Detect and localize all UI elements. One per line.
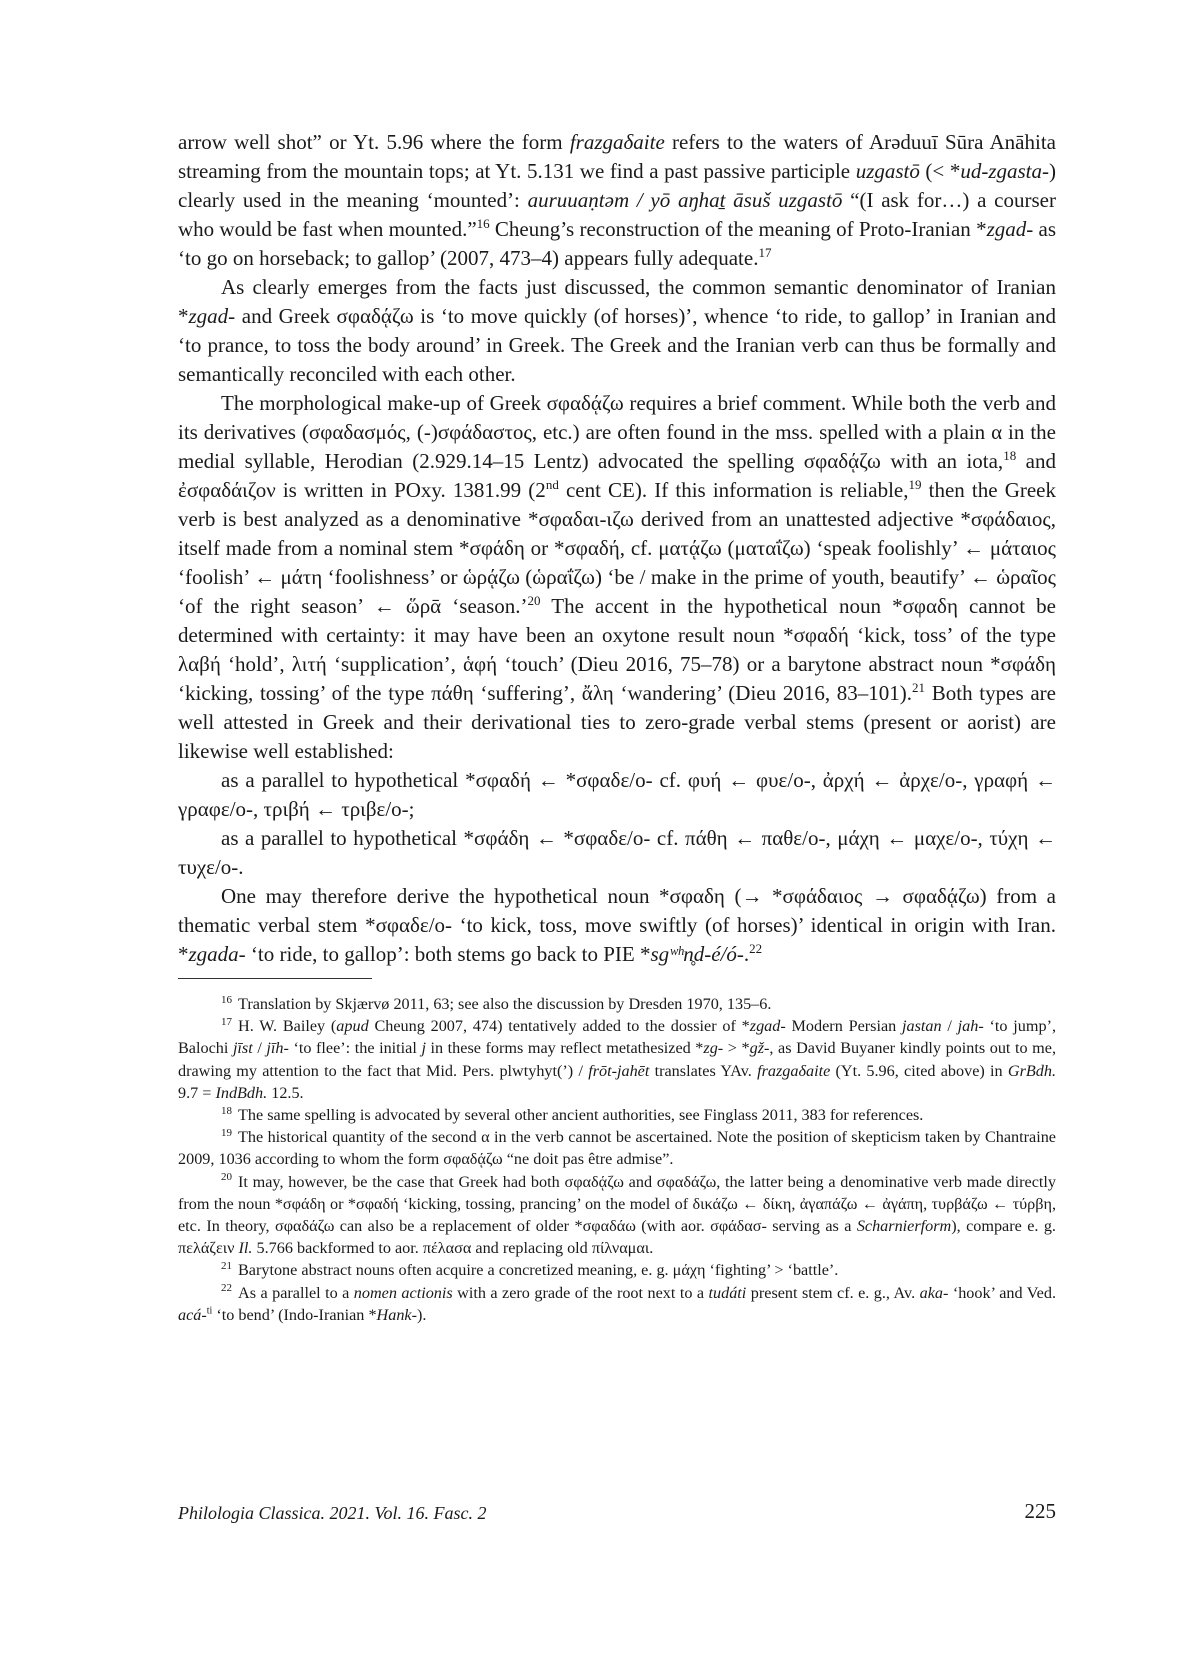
text-run: with a zero grade of the root next to a	[452, 1283, 709, 1302]
text-run: 5.766 backformed to aor. πέλασα and replacing old πίλναμαι.	[252, 1239, 654, 1258]
text-run: as ‘to go on horseback; to gallop’ (2007, 473–4) appears fully adequate.	[178, 217, 1057, 270]
italic-term: apud	[336, 1017, 369, 1036]
footnote-ref[interactable]: 21	[912, 680, 926, 695]
text-run: then the Greek verb is best analyzed as a denominative *σφαδαι-ιζω derived from an unattested adjective *σφάδαιος, itself made from a nominal stem *σφάδη or *σφαδή, cf. ματᾴζω (ματαΐζω) ‘speak foolishly’ ← μάταιος ‘foolish’ ← μάτη ‘foolishness’ or ὡρᾴζω (ὡραΐζω) ‘be / make in the prime of youth, beautify’ ← ὡραῖος ‘of the right season’ ← ὥρᾱ ‘season.’	[178, 478, 1056, 618]
text-run: H. W. Bailey (	[238, 1017, 337, 1036]
text-run: present stem cf. e. g., Av.	[746, 1283, 920, 1302]
journal-citation: Philologia Classica. 2021. Vol. 16. Fasc. 2	[178, 1503, 487, 1523]
text-run: “(I ask for…) a courser who would be fast when mounted.”	[178, 188, 1056, 241]
text-run: As a parallel to a	[238, 1283, 354, 1302]
italic-term: Scharnierform	[856, 1217, 952, 1236]
italic-term: IndBdh.	[215, 1083, 268, 1102]
footnote-separator	[178, 978, 372, 979]
footnote-number: 17	[221, 1015, 232, 1028]
italic-term: jah-	[957, 1017, 984, 1036]
text-run: cent CE). If this information is reliable,	[558, 478, 909, 502]
text-run: Cheung’s reconstruction of the meaning of Proto-Iranian *	[489, 217, 987, 241]
italic-term: GrBdh.	[1007, 1061, 1057, 1080]
footnote-number: 20	[221, 1171, 232, 1184]
footnote-ref[interactable]: 16	[476, 216, 490, 231]
text-run: (< *	[919, 159, 961, 183]
italic-term: tudáti	[708, 1283, 747, 1302]
text-run: As clearly emerges from the facts just discussed, the common semantic denominator of Iranian *	[178, 275, 1056, 328]
text-run: (Yt. 5.96, cited above) in	[830, 1061, 1008, 1080]
footnote-16	[178, 993, 1056, 1015]
footnote-ref[interactable]: 18	[1003, 448, 1017, 463]
footnote-number: 18	[221, 1104, 232, 1117]
text-run: , as David Buyaner kindly points out to me, drawing my attention to the fact that Mid. Pers. plwtyhyt(’) /	[178, 1039, 1056, 1080]
text-run: Cheung 2007, 474) tentatively added to the dossier of *	[368, 1017, 750, 1036]
italic-term: auruuaṇtəm / yō aŋhaṯ āsuš uzgastō	[527, 188, 843, 212]
text-run: Both types are well attested in Greek and their derivational ties to zero-grade verbal stems (present or aorist) are likewise well established:	[178, 681, 1056, 763]
page-footer	[178, 1499, 1056, 1529]
italic-term: zg-	[703, 1039, 724, 1058]
italic-term: gž-	[749, 1039, 770, 1058]
italic-term: uzgastō	[855, 159, 920, 183]
text-run: and Greek σφαδᾴζω is ‘to move quickly (of horses)’, whence ‘to ride, to gallop’ in Iranian and ‘to prance, to toss the body around’ in Greek. The Greek and the Iranian verb can thus be formally and semantically reconciled with each other.	[178, 304, 1056, 386]
footnote-text: The same spelling is advocated by several other ancient authorities, see Finglass 2011, 383 for references.	[238, 1106, 924, 1125]
text-run: and ἐσφαδάιζον is written in POxy. 1381.99 (2	[178, 449, 1056, 502]
italic-term: sgʷʰn̥d-é/ó-	[650, 942, 744, 966]
text-run: ‘to flee’: the initial	[288, 1039, 422, 1058]
text-run: in these forms may reflect metathesized *	[425, 1039, 704, 1058]
page-number: 225	[1024, 1499, 1056, 1523]
italic-term: zgada-	[188, 942, 246, 966]
italic-term: j	[421, 1039, 426, 1058]
text-run: 9.7 =	[178, 1083, 216, 1102]
text-run: /	[941, 1017, 958, 1036]
text-run: ‘to ride, to gallop’: both stems go back to PIE *	[245, 942, 651, 966]
footnote-21	[178, 1259, 1056, 1281]
italic-term: zgad-	[188, 304, 236, 328]
italic-term: zgad-	[749, 1017, 786, 1036]
footnote-ref[interactable]: 17	[758, 245, 772, 260]
italic-term: nomen actionis	[353, 1283, 453, 1302]
footnote-text: Translation by Skjærvø 2011, 63; see also the discussion by Dresden 1970, 135–6.	[238, 995, 772, 1013]
italic-term: jīh-	[266, 1039, 289, 1058]
footnote-number: 22	[221, 1282, 232, 1295]
footnote-19	[178, 1126, 1056, 1170]
italic-term: Il.	[238, 1239, 253, 1258]
footnote-17	[178, 1015, 1056, 1104]
example-2: as a parallel to hypothetical *σφάδη ← *σφαδε/ο- cf. πάθη ← παθε/ο-, μάχη ← μαχε/ο-, τύχη ← τυχε/ο-.	[178, 826, 1056, 879]
italic-term: acá-	[178, 1305, 207, 1324]
text-run: ).	[417, 1305, 427, 1324]
paragraph-4	[178, 882, 1056, 969]
text-run: The morphological make-up of Greek σφαδᾴζω requires a brief comment. While both the verb and its derivatives (σφαδασμός, (-)σφάδαστος, etc.) are often found in the mss. spelled with a plain α in the medial syllable, Herodian (2.929.14–15 Lentz) advocated the spelling σφαδᾴζω with an iota,	[178, 391, 1056, 473]
text-run: .	[743, 942, 750, 966]
text-run: > *	[723, 1039, 750, 1058]
text-run: 12.5.	[267, 1083, 304, 1102]
text-run: It may, however, be the case that Greek had both σφαδᾴζω and σφαδάζω, the latter being a denominative verb made directly from the noun *σφάδη or *σφαδή ‘kicking, tossing, prancing’ on the model of δικάζω ← δίκη, ἀγαπάζω ← ἀγάπη, τυρβάζω ← τύρβη, etc. In theory, σφαδάζω can also be a replacement of older *σφαδάω (with aor. σφάδασ- serving as a	[178, 1172, 1056, 1236]
footnote-number: 16	[221, 993, 232, 1006]
footnote-22	[178, 1282, 1056, 1326]
footnote-text: The historical quantity of the second α in the verb cannot be ascertained. Note the position of skepticism taken by Chantraine 2009, 1036 according to whom the form σφαδᾴζω “ne doit pas être admise”.	[178, 1128, 1056, 1169]
footnote-ref[interactable]: 22	[749, 941, 763, 956]
italic-term: frazgaδaite	[757, 1061, 831, 1080]
footnotes	[178, 993, 1056, 1326]
footnote-ref[interactable]: 20	[527, 593, 541, 608]
italic-term: zgad-	[986, 217, 1034, 241]
text-run: Modern Persian	[785, 1017, 903, 1036]
italic-term: jīst	[232, 1039, 253, 1058]
main-text	[178, 128, 1056, 969]
page-content	[178, 128, 1056, 1326]
footnote-18	[178, 1104, 1056, 1126]
footnote-20	[178, 1171, 1056, 1260]
footnote-number: 21	[221, 1260, 232, 1273]
text-run: The accent in the hypothetical noun *σφαδη cannot be determined with certainty: it may have been an oxytone result noun *σφαδή ‘kick, toss’ of the type λαβή ‘hold’, λιτή ‘supplication’, ἁφή ‘touch’ (Dieu 2016, 75–78) or a barytone abstract noun *σφάδη ‘kicking, tossing’ of the type πάθη ‘suffering’, ἄλη ‘wandering’ (Dieu 2016, 83–101).	[178, 594, 1056, 705]
paragraph-3	[178, 389, 1056, 766]
superscript: ti	[206, 1305, 213, 1317]
footnote-number: 19	[221, 1126, 232, 1139]
text-run: ‘to jump’, Balochi	[178, 1017, 1057, 1058]
italic-term: aka-	[919, 1283, 949, 1302]
text-run: ), compare e. g. πελάζειν	[178, 1217, 1056, 1258]
text-run: refers to the waters of Arəduuī Sūra Anāhita streaming from the mountain tops; at Yt. 5.131 we find a past passive participle	[178, 130, 1056, 183]
text-run: translates YAv.	[649, 1061, 758, 1080]
ordinal-suffix: nd	[545, 477, 559, 492]
example-1: as a parallel to hypothetical *σφαδή ← *σφαδε/ο- cf. φυή ← φυε/ο-, ἀρχή ← ἀρχε/ο-, γραφή ← γραφε/ο-, τριβή ← τριβε/ο-;	[178, 768, 1056, 821]
text-run: One may therefore derive the hypothetical noun *σφαδη (→ *σφάδαιος → σφαδᾴζω) from a thematic verbal stem *σφαδε/ο- ‘to kick, toss, move swiftly (of horses)’ identical in origin with Iran. *	[178, 884, 1056, 966]
footnote-text: Barytone abstract nouns often acquire a concretized meaning, e. g. μάχη ‘fighting’ > ‘battle’.	[238, 1261, 839, 1280]
paragraph-1	[178, 128, 1056, 273]
italic-term: Hank-	[376, 1305, 417, 1324]
text-run: /	[252, 1039, 267, 1058]
italic-term: jastan	[902, 1017, 942, 1036]
italic-term: ud-zgasta-	[960, 159, 1049, 183]
italic-term: frōt-jahēt	[588, 1061, 650, 1080]
text-run: ) clearly used in the meaning ‘mounted’:	[178, 159, 1056, 212]
italic-term: frazgaδaite	[569, 130, 665, 154]
text-run: ‘to bend’ (Indo-Iranian *	[212, 1305, 377, 1324]
paragraph-2	[178, 273, 1056, 389]
text-run: arrow well shot” or Yt. 5.96 where the form	[178, 130, 570, 154]
footnote-ref[interactable]: 19	[908, 477, 922, 492]
text-run: ‘hook’ and Ved.	[948, 1283, 1057, 1302]
